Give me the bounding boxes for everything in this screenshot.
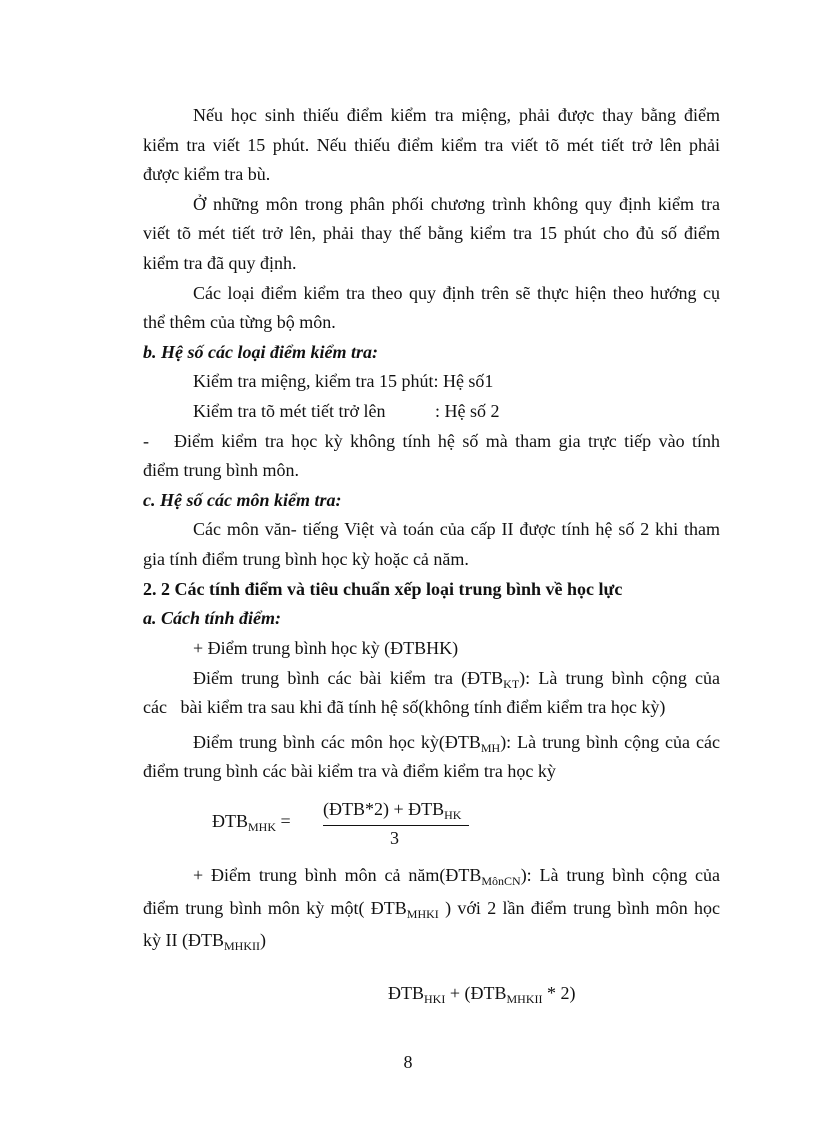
section-heading-c: c. Hệ số các môn kiểm tra: (143, 490, 342, 510)
paragraph-line (143, 897, 720, 919)
bullet-mark: - (143, 431, 149, 451)
paragraph-line: Nếu học sinh thiếu điểm kiểm tra miệng, phải được thay bằng điểm (193, 105, 720, 125)
text-run: (ĐTB*2) + ĐTB (323, 799, 445, 819)
paragraph-line: điểm trung bình các bài kiểm tra và điểm kiểm tra học kỳ (143, 761, 556, 781)
text-run: ): Là trung bình cộng của (520, 865, 720, 885)
section-heading-b: b. Hệ số các loại điểm kiểm tra: (143, 342, 378, 362)
text-run: ĐTB (388, 983, 424, 1003)
paragraph-line (143, 929, 266, 951)
subscript: MônCN (481, 874, 521, 888)
subscript: HK (444, 808, 462, 822)
formula1-numerator (323, 798, 461, 820)
text-run: ): Là trung bình cộng của các (500, 732, 720, 752)
subscript: MHK (248, 820, 277, 834)
paragraph-line: viết tõ mét tiết trở lên, phải thay thế bằng kiểm tra 15 phút cho đủ số điểm (143, 223, 720, 243)
paragraph-line (193, 731, 720, 753)
paragraph-line: Các loại điểm kiểm tra theo quy định trên sẽ thực hiện theo hướng cụ (193, 283, 720, 303)
formula1-denominator: 3 (390, 828, 399, 848)
equals-sign: = (280, 811, 291, 831)
text-run: Điểm trung bình các môn học kỳ(ĐTB (193, 732, 481, 752)
text-run: ) (259, 930, 266, 950)
text-run: ): Là trung bình cộng của (519, 668, 720, 688)
formula1-lhs (212, 810, 291, 832)
fraction-bar (323, 825, 469, 826)
text-run: * 2) (542, 983, 576, 1003)
paragraph-line (193, 667, 720, 689)
subscript: MHKI (406, 907, 439, 921)
subscript: MHKII (506, 992, 543, 1006)
text-run: ĐTB (212, 811, 248, 831)
text-run: Điểm trung bình các bài kiểm tra (ĐTB (193, 668, 504, 688)
paragraph-line: thể thêm của từng bộ môn. (143, 312, 336, 332)
text-run: + (ĐTB (445, 983, 507, 1003)
text-run: ) với 2 lần điểm trung bình môn học (438, 898, 720, 918)
dtbhk-line: + Điểm trung bình học kỳ (ĐTBHK) (193, 638, 459, 658)
paragraph-line (193, 864, 720, 886)
paragraph-line: kiểm tra đã quy định. (143, 253, 297, 273)
paragraph-line: kiểm tra viết 15 phút. Nếu thiếu điểm kiểm tra viết tõ mét tiết trở lên phải (143, 135, 720, 155)
bullet-line: điểm trung bình môn. (143, 460, 299, 480)
section-heading-a: a. Cách tính điểm: (143, 608, 282, 628)
subscript: MH (480, 741, 501, 755)
paragraph-line: Các môn văn- tiếng Việt và toán của cấp II được tính hệ số 2 khi tham (193, 519, 720, 539)
subscript: KT (503, 677, 520, 691)
formula2-numerator (388, 982, 575, 1004)
paragraph-line: Ở những môn trong phân phối chương trình không quy định kiểm tra (193, 194, 720, 214)
coefficient-row: Kiểm tra miệng, kiểm tra 15 phút: Hệ số1 (193, 371, 494, 391)
page-number: 8 (403, 1052, 413, 1072)
bullet-line: Điểm kiểm tra học kỳ không tính hệ số mà tham gia trực tiếp vào tính (174, 431, 720, 451)
subscript: HKI (424, 992, 446, 1006)
paragraph-line: được kiểm tra bù. (143, 164, 271, 184)
text-run: kỳ II (ĐTB (143, 930, 224, 950)
section-heading-2-2: 2. 2 Các tính điểm và tiêu chuẩn xếp loại trung bình về học lực (143, 579, 623, 599)
coefficient-row-label: Kiểm tra tõ mét tiết trở lên (193, 401, 386, 421)
text-run: + Điểm trung bình môn cả năm(ĐTB (193, 865, 482, 885)
coefficient-row-value: : Hệ số 2 (435, 401, 500, 421)
paragraph-line: các bài kiểm tra sau khi đã tính hệ số(không tính điểm kiểm tra học kỳ) (143, 697, 666, 717)
text-run: điểm trung bình môn kỳ một( ĐTB (143, 898, 407, 918)
paragraph-line: gia tính điểm trung bình học kỳ hoặc cả năm. (143, 549, 469, 569)
subscript: MHKII (223, 939, 260, 953)
